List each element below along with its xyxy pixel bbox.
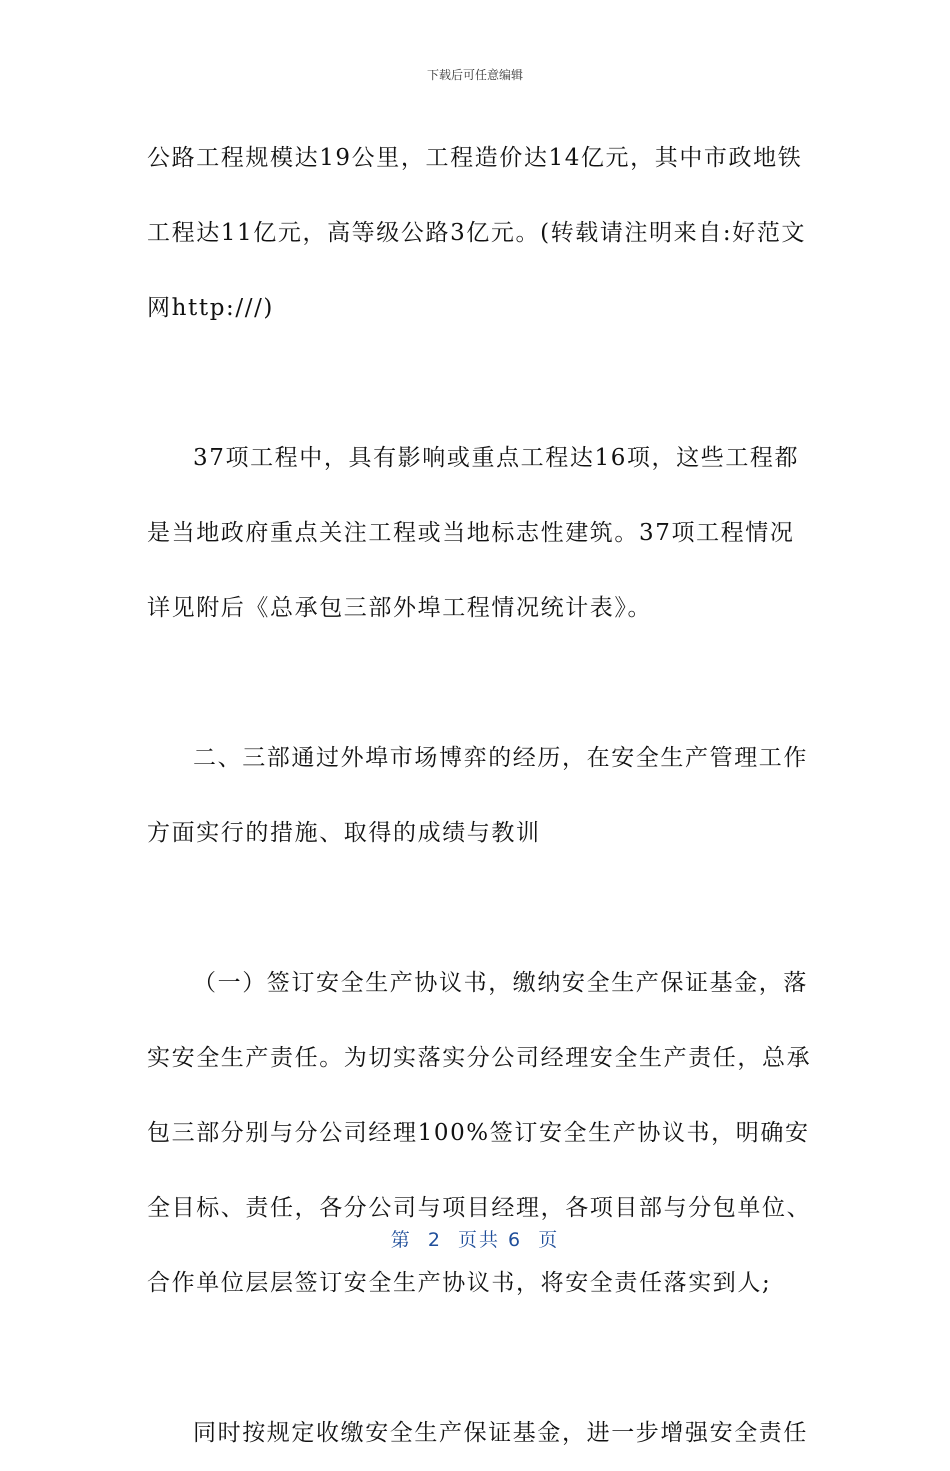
paragraph-5: 同时按规定收缴安全生产保证基金，进一步增强安全责任 — [193, 1420, 808, 1446]
paragraph-3-section-heading: 二、三部通过外埠市场博弈的经历，在安全生产管理工作方面实行的措施、取得的成绩与教训 — [147, 745, 808, 846]
paragraph-1: 公路工程规模达19公里，工程造价达14亿元，其中市政地铁工程达11亿元，高等级公路3亿元。(转载请注明来自:好范文网http:///) — [147, 145, 807, 321]
page-header-note: 下载后可任意编辑 — [426, 68, 523, 82]
document-body — [147, 121, 812, 1471]
paragraph-4: （一）签订安全生产协议书，缴纳安全生产保证基金，落实安全生产责任。为切实落实分公司经理安全生产责任，总承包三部分别与分公司经理100%签订安全生产协议书，明确安全目标、责任，各分公司与项目经理，各项目部与分包单位、合作单位层层签订安全生产协议书，将安全责任落实到人; — [147, 970, 812, 1296]
paragraph-2: 37项工程中，具有影响或重点工程达16项，这些工程都是当地政府重点关注工程或当地标志性建筑。37项工程情况详见附后《总承包三部外埠工程情况统计表》。 — [147, 445, 800, 621]
page-number-footer: 第 2 页共 6 页 — [390, 1229, 560, 1251]
